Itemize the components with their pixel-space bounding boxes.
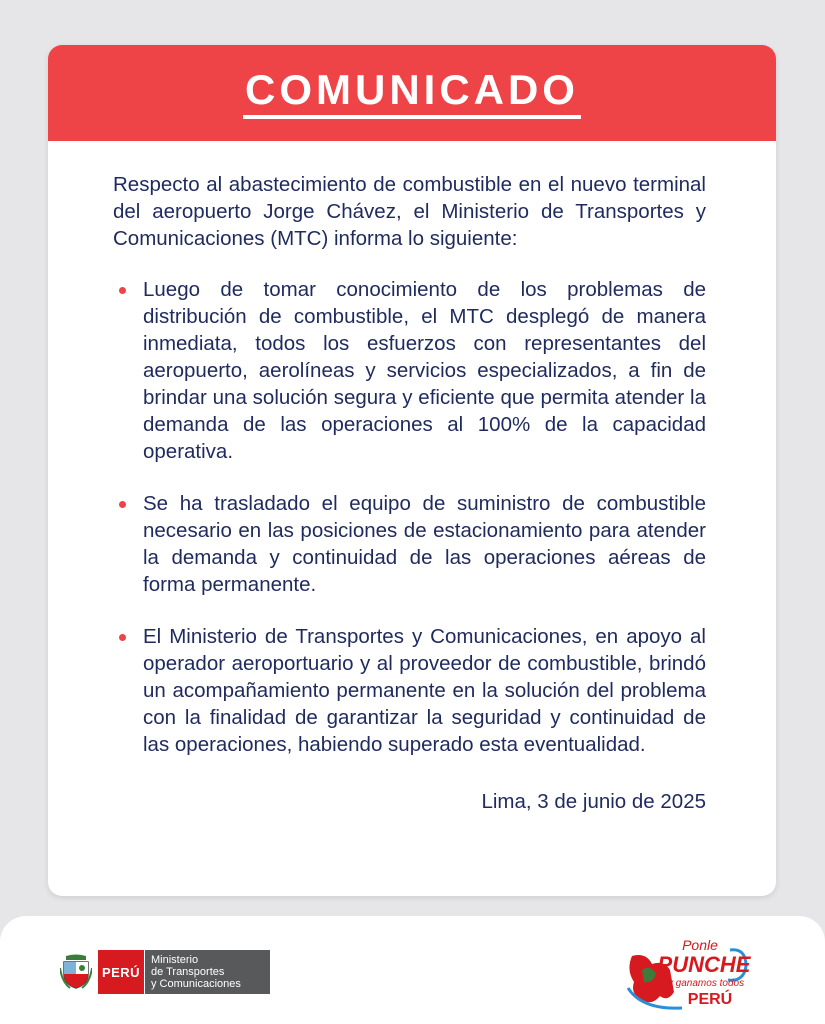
peru-coat-of-arms-icon: [60, 954, 92, 990]
red-dot-icon: [119, 634, 126, 641]
campaign-logo-line2: PUNCHE: [657, 952, 751, 977]
intro-paragraph: Respecto al abastecimiento de combustible en el nuevo terminal del aeropuerto Jorge Chávez, el Ministerio de Transportes y Comunicaciones (MTC) informa lo siguiente:: [113, 173, 706, 250]
list-item: [113, 623, 706, 758]
bullet-text: Luego de tomar conocimiento de los problemas de distribución de combustible, el MTC desplegó de manera inmediata, todos los esfuerzos con representantes del aeropuerto, aerolíneas y servicios especializados, a fin de brindar una solución segura y eficiente que permita atender la demanda de las operaciones al 100% de la capacidad operativa.: [143, 278, 706, 463]
bullet-list: [113, 276, 706, 758]
mtc-logo-country: PERÚ: [98, 950, 144, 994]
mtc-logo-line1: Ministerio: [151, 954, 199, 966]
bullet-text: El Ministerio de Transportes y Comunicaciones, en apoyo al operador aeroportuario y al proveedor de combustible, brindó un acompañamiento permanente en la solución del problema con la finalidad de garantizar la seguridad y continuidad de las operaciones, habiendo superado esta eventualidad.: [143, 625, 706, 756]
bullet-text: Se ha trasladado el equipo de suministro de combustible necesario en las posiciones de estacionamiento para atender la demanda y continuidad de las operaciones aéreas de forma permanente.: [143, 492, 706, 596]
red-dot-icon: [119, 287, 126, 294]
card-body: [48, 141, 776, 815]
campaign-logo-line1: Ponle: [682, 937, 718, 953]
mtc-logo-name: [144, 950, 270, 994]
campaign-logo-line4: PERÚ: [687, 991, 733, 1008]
red-dot-icon: [119, 501, 126, 508]
footer: [0, 916, 825, 1024]
list-item: [113, 490, 706, 598]
list-item: [113, 276, 706, 465]
press-release-card: [48, 45, 776, 896]
ponle-punche-logo: [622, 930, 752, 1014]
mtc-logo: [98, 950, 270, 994]
mtc-logo-line2: de Transportes: [151, 966, 225, 978]
card-header: [48, 45, 776, 141]
date-line: Lima, 3 de junio de 2025: [481, 790, 706, 813]
mtc-logo-line3: y Comunicaciones: [151, 978, 241, 990]
page-title: COMUNICADO: [243, 67, 581, 119]
campaign-logo-line3: y ganamos todos: [667, 978, 745, 989]
